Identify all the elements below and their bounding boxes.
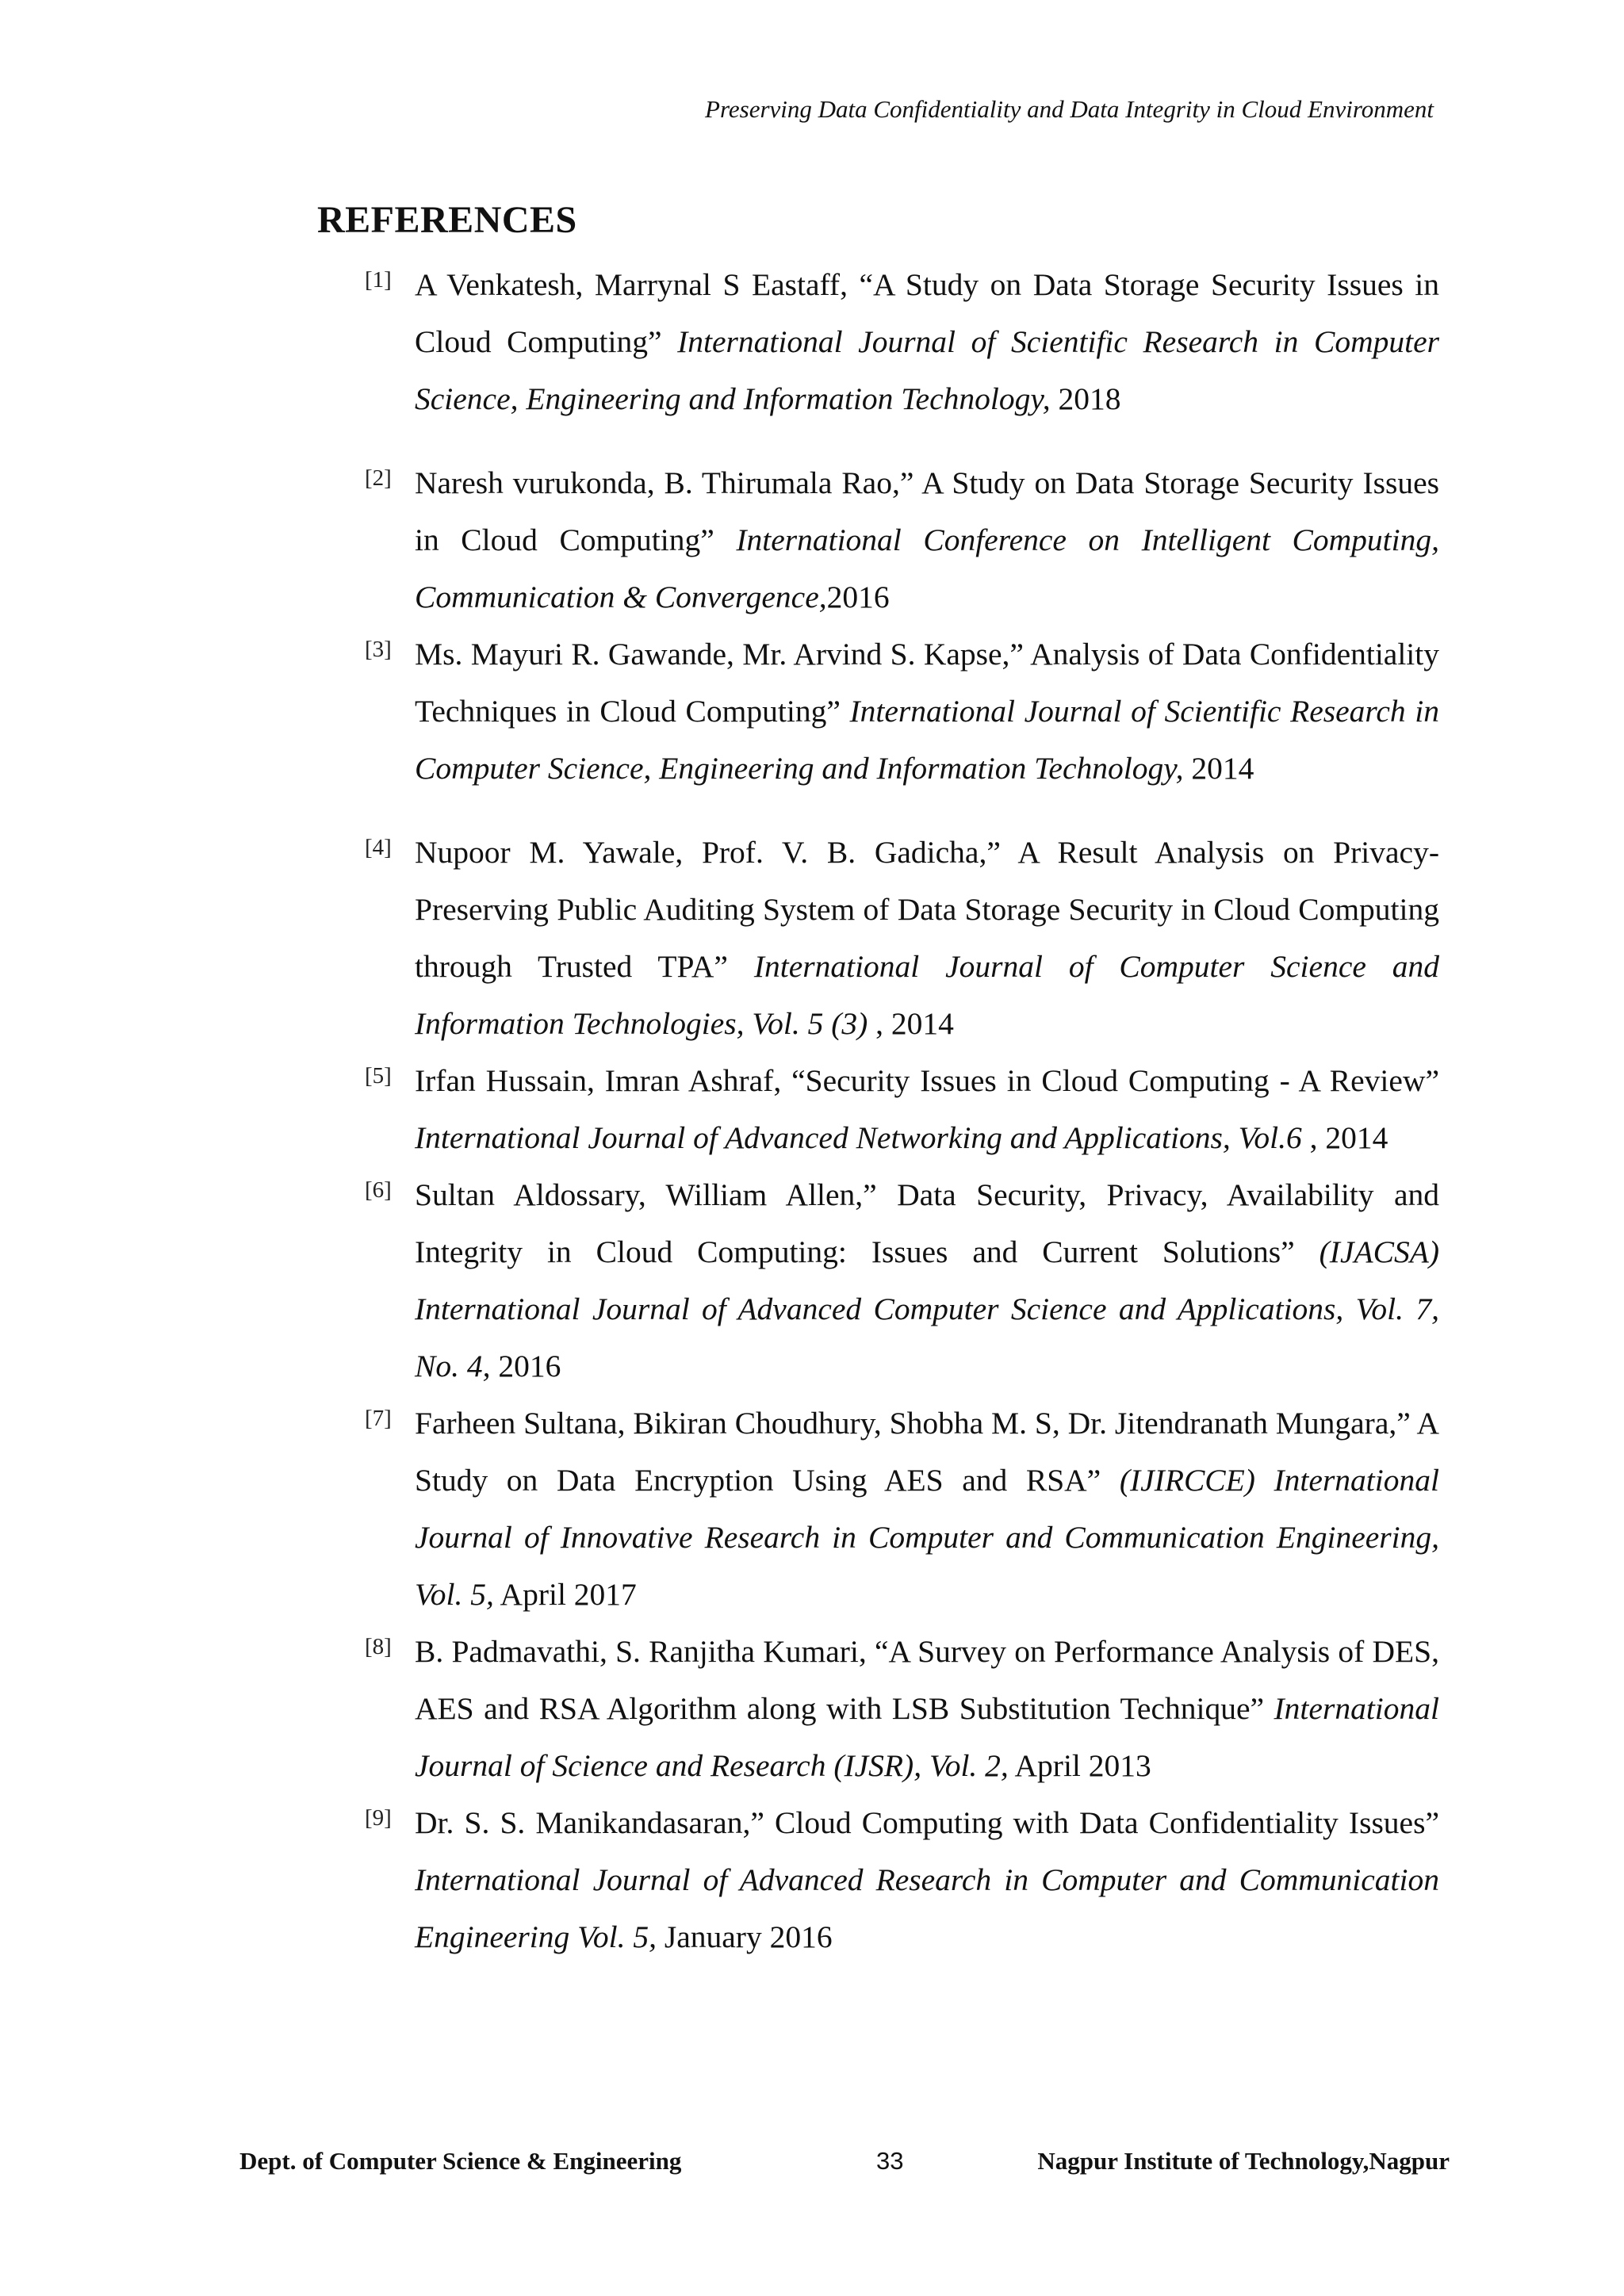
reference-number: [4] xyxy=(365,835,392,860)
page-number: 33 xyxy=(876,2147,904,2175)
reference-authors-title: Farheen Sultana, Bikiran Choudhury, Shobha M. S, Dr. Jitendranath Mungara,” A Study on Data Encryption Using AES and RSA” xyxy=(415,1406,1439,1498)
reference-text xyxy=(415,1395,1439,1623)
reference-authors-title: Ms. Mayuri R. Gawande, Mr. Arvind S. Kapse,” Analysis of Data Confidentiality Techniques in Cloud Computing” xyxy=(415,637,1439,729)
reference-number: [9] xyxy=(365,1805,392,1831)
reference-number: [3] xyxy=(365,637,392,662)
reference-list xyxy=(365,256,1439,1965)
reference-item xyxy=(365,454,1439,626)
reference-year: January 2016 xyxy=(657,1919,833,1954)
reference-venue: International Journal of Science and Research (IJSR), Vol. 2, xyxy=(415,1691,1439,1783)
reference-text xyxy=(415,1794,1439,1965)
reference-item xyxy=(365,1052,1439,1166)
reference-authors-title: Nupoor M. Yawale, Prof. V. B. Gadicha,” A Result Analysis on Privacy-Preserving Public Auditing System of Data Storage Security in Cloud Computing through Trusted TPA” xyxy=(415,835,1439,984)
reference-text xyxy=(415,626,1439,797)
reference-item xyxy=(365,1395,1439,1623)
reference-text xyxy=(415,1052,1439,1166)
reference-year: 2018 xyxy=(1050,381,1121,416)
reference-text xyxy=(415,256,1439,427)
footer-institute: Nagpur Institute of Technology,Nagpur xyxy=(1037,2147,1450,2175)
reference-venue: International Journal of Advanced Networking and Applications, Vol.6 xyxy=(415,1120,1302,1155)
reference-number: [8] xyxy=(365,1634,392,1659)
reference-number: [6] xyxy=(365,1177,392,1203)
running-header: Preserving Data Confidentiality and Data Integrity in Cloud Environment xyxy=(705,95,1434,123)
reference-authors-title: Irfan Hussain, Imran Ashraf, “Security Issues in Cloud Computing - A Review” xyxy=(415,1063,1439,1098)
page-footer xyxy=(0,2147,1624,2187)
references-heading: REFERENCES xyxy=(317,199,577,241)
reference-venue: (IJACSA) International Journal of Advanced Computer Science and Applications, Vol. 7, No. 4, xyxy=(415,1234,1439,1383)
reference-item xyxy=(365,824,1439,1052)
reference-item xyxy=(365,626,1439,797)
reference-venue: International Journal of Advanced Research in Computer and Communication Engineering Vol. 5, xyxy=(415,1862,1439,1954)
reference-text xyxy=(415,454,1439,626)
reference-year: , 2014 xyxy=(868,1006,954,1041)
reference-text xyxy=(415,1623,1439,1794)
reference-authors-title: Naresh vurukonda, B. Thirumala Rao,” A Study on Data Storage Security Issues in Cloud Computing” xyxy=(415,465,1439,557)
reference-item xyxy=(365,1794,1439,1965)
reference-venue: International Journal of Computer Science and Information Technologies, Vol. 5 (3) xyxy=(415,949,1439,1041)
reference-authors-title: Sultan Aldossary, William Allen,” Data Security, Privacy, Availability and Integrity in Cloud Computing: Issues and Current Solutions” xyxy=(415,1177,1439,1269)
reference-venue: International Conference on Intelligent Computing, Communication & Convergence, xyxy=(415,522,1439,614)
reference-venue: (IJIRCCE) International Journal of Innovative Research in Computer and Communication Engineering, Vol. 5, xyxy=(415,1463,1439,1612)
reference-number: [7] xyxy=(365,1406,392,1431)
reference-item xyxy=(365,256,1439,427)
reference-year: 2014 xyxy=(1183,751,1254,786)
reference-year: 2016 xyxy=(490,1349,561,1383)
reference-text xyxy=(415,1166,1439,1395)
reference-authors-title: Dr. S. S. Manikandasaran,” Cloud Computing with Data Confidentiality Issues” xyxy=(415,1805,1439,1840)
reference-number: [2] xyxy=(365,465,392,491)
reference-year: 2016 xyxy=(826,580,890,614)
reference-venue: International Journal of Scientific Research in Computer Science, Engineering and Information Technology, xyxy=(415,324,1439,416)
reference-year: April 2013 xyxy=(1008,1748,1151,1783)
reference-text xyxy=(415,824,1439,1052)
reference-year: April 2017 xyxy=(493,1577,637,1612)
reference-authors-title: B. Padmavathi, S. Ranjitha Kumari, “A Survey on Performance Analysis of DES, AES and RSA Algorithm along with LSB Substitution Technique” xyxy=(415,1634,1439,1726)
reference-item xyxy=(365,1623,1439,1794)
reference-authors-title: A Venkatesh, Marrynal S Eastaff, “A Study on Data Storage Security Issues in Cloud Computing” xyxy=(415,267,1439,359)
reference-number: [5] xyxy=(365,1063,392,1089)
reference-year: , 2014 xyxy=(1301,1120,1388,1155)
reference-venue: International Journal of Scientific Research in Computer Science, Engineering and Information Technology, xyxy=(415,694,1439,786)
footer-department: Dept. of Computer Science & Engineering xyxy=(239,2147,682,2175)
reference-number: [1] xyxy=(365,267,392,293)
reference-item xyxy=(365,1166,1439,1395)
